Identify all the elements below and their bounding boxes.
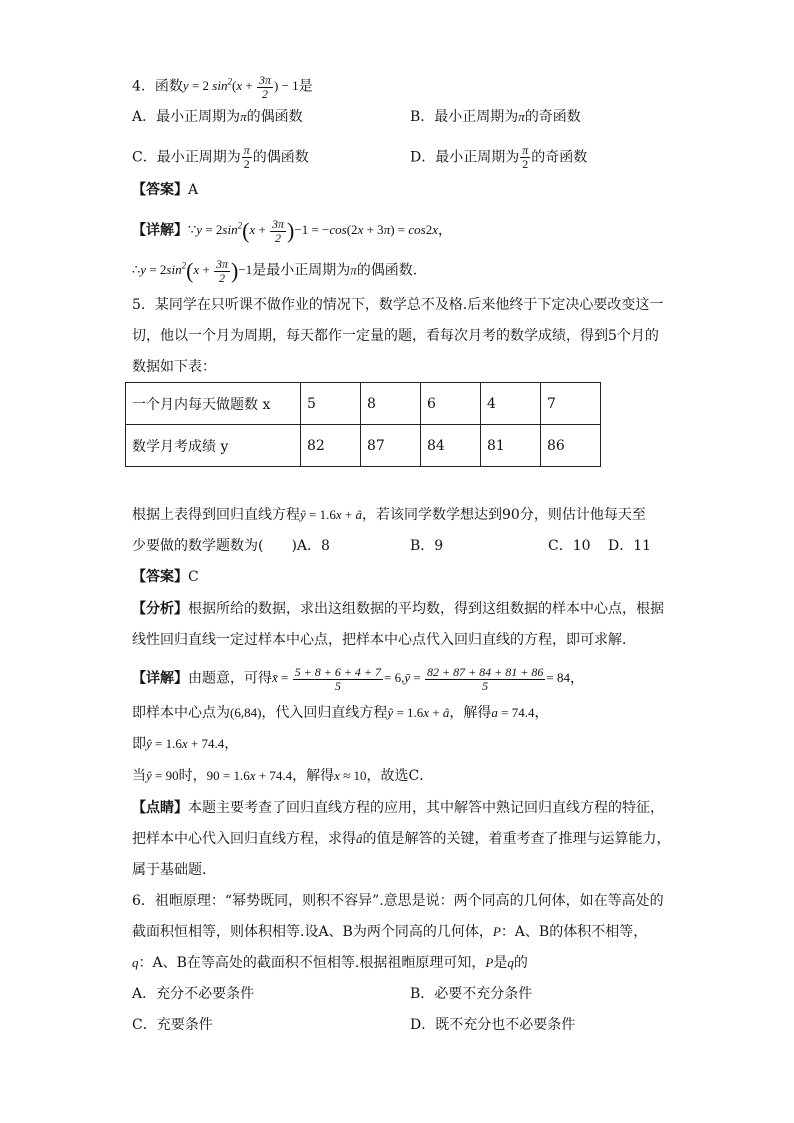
q5-option-b[interactable]: B．9 <box>410 538 444 554</box>
q5-stem-line2: 切，他以一个月为周期，每天都作一定量的题，看每次月考的数学成绩，得到5个月的 <box>132 328 659 344</box>
q6-option-b[interactable]: B．必要不充分条件 <box>410 986 533 1002</box>
table-cell: 86 <box>541 425 601 467</box>
q6-option-c[interactable]: C．充要条件 <box>132 1017 213 1033</box>
q4-option-a[interactable]: A．最小正周期为π的偶函数 <box>132 109 303 125</box>
q6-option-a[interactable]: A．充分不必要条件 <box>132 986 255 1002</box>
table-cell: 4 <box>481 383 541 425</box>
table-cell: 5 <box>301 383 361 425</box>
q4-option-c[interactable]: C．最小正周期为 $\frac{\pi}{2}$ 的偶函数 <box>132 143 309 171</box>
q5-after-line1: 根据上表得到回归直线方程ŷ = 1.6x + â，若该同学数学想达到90分，则估计他每天至 <box>132 507 646 523</box>
q5-stem-line3: 数据如下表： <box>132 359 216 375</box>
q6-stem-line3: q：A、B在等高处的截面积不恒相等.根据祖暅原理可知，P是q的 <box>132 955 528 971</box>
q5-option-d[interactable]: D．11 <box>608 538 652 554</box>
q5-detail-line4: 当ŷ = 90时，90 = 1.6x + 74.4，解得x ≈ 10，故选C． <box>132 768 434 784</box>
q5-comment-line2: 把样本中心代入回归直线方程，求得â的值是解答的关键，着重考查了推理与运算能力， <box>132 831 671 847</box>
q5-detail-line1: 【详解】由题意，可得x̄ = $\frac{5 + 8 + 6 + 4 + 7}{5}$ = 6,ȳ = $\frac{82 + 87 + 84 + 81 + 86}{5}$ = 84， <box>132 665 584 693</box>
q5-comment-line1: 【点睛】本题主要考查了回归直线方程的应用，其中解答中熟记回归直线方程的特征， <box>132 800 664 816</box>
table-cell: 8 <box>361 383 421 425</box>
table-cell: 81 <box>481 425 541 467</box>
table-cell: 87 <box>361 425 421 467</box>
q5-comment-line3: 属于基础题． <box>132 862 216 878</box>
q4-answer: 【答案】A <box>132 182 199 198</box>
q4-option-b[interactable]: B．最小正周期为π的奇函数 <box>410 109 581 125</box>
table-cell: 84 <box>421 425 481 467</box>
q5-detail-line2: 即样本中心点为(6,84)，代入回归直线方程ŷ = 1.6x + â，解得a = 74.4， <box>132 705 549 721</box>
q5-analysis-line2: 线性回归直线一定过样本中心点，把样本中心点代入回归直线的方程，即可求解． <box>132 632 636 648</box>
q4-stem: 4．函数y = 2 $\sin^2(x$ + $\frac{3\pi}{2}$ ) − 1是 <box>132 72 313 101</box>
table-row <box>126 383 601 425</box>
q5-stem-line1: 5．某同学在只听课不做作业的情况下，数学总不及格.后来他终于下定决心要改变这一 <box>132 297 664 313</box>
table-cell: 7 <box>541 383 601 425</box>
q6-stem-line1: 6．祖暅原理：“幂势既同，则积不容异”.意思是说：两个同高的几何体，如在等高处的 <box>132 893 664 909</box>
q6-option-d[interactable]: D．既不充分也不必要条件 <box>410 1017 576 1033</box>
q4-detail-line2: ∴y = $2\sin^2(x$ + $\frac{3\pi}{2}$ )−1是最小正周期为π的偶函数. <box>132 256 418 285</box>
table-cell: 82 <box>301 425 361 467</box>
table-row <box>126 425 601 467</box>
q5-option-a[interactable]: 少要做的数学题数为( )A．8 <box>132 538 330 554</box>
row-header-y: 数学月考成绩 y <box>126 425 301 467</box>
q4-detail-line1: 【详解】∵y = $2\sin^2(x$ + $\frac{3\pi}{2}$ )−1 = −cos(2x + 3π) = cos2x， <box>132 216 452 245</box>
q6-stem-line2: 截面积恒相等，则体积相等.设A、B为两个同高的几何体，P：A、B的体积不相等， <box>132 924 648 940</box>
q5-detail-line3: 即ŷ = 1.6x + 74.4， <box>132 736 239 752</box>
table-cell: 6 <box>421 383 481 425</box>
q5-answer: 【答案】C <box>132 569 199 585</box>
q5-option-c[interactable]: C．10 <box>548 538 591 554</box>
q4-option-d[interactable]: D．最小正周期为 $\frac{\pi}{2}$ 的奇函数 <box>410 143 588 171</box>
q5-data-table <box>125 382 601 467</box>
q5-analysis-line1: 【分析】根据所给的数据，求出这组数据的平均数，得到这组数据的样本中心点，根据 <box>132 601 664 617</box>
row-header-x: 一个月内每天做题数 x <box>126 383 301 425</box>
